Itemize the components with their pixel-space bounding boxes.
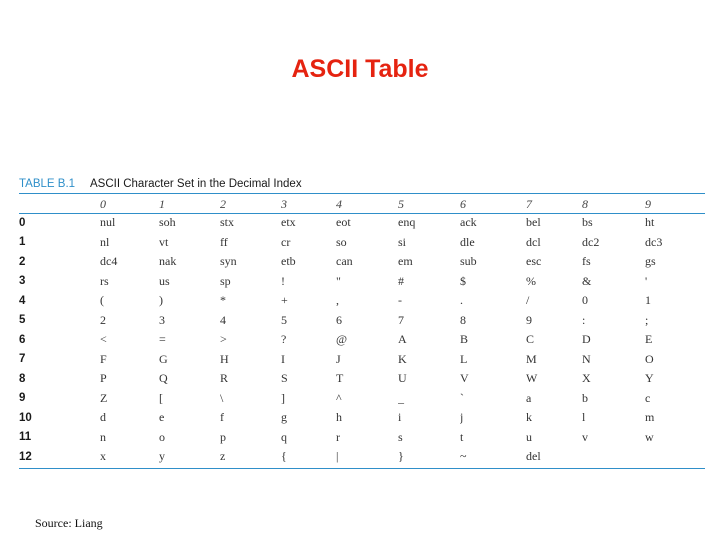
table-cell: % <box>526 273 536 288</box>
row-index: 6 <box>19 333 26 346</box>
table-cell: c <box>645 390 651 405</box>
table-row <box>19 408 705 428</box>
row-index: 4 <box>19 294 26 307</box>
table-cell: ff <box>220 234 228 249</box>
table-cell: _ <box>398 390 404 405</box>
table-row <box>19 291 705 311</box>
table-cell: Y <box>645 371 654 386</box>
table-cell: o <box>159 429 165 444</box>
table-cell: cr <box>281 234 291 249</box>
table-cell: - <box>398 293 402 308</box>
table-cell: { <box>281 449 287 464</box>
column-header-7: 7 <box>526 196 532 211</box>
row-index: 11 <box>19 431 32 444</box>
table-cell: can <box>336 254 353 269</box>
table-cell: 4 <box>220 312 226 327</box>
table-cell: X <box>582 371 591 386</box>
table-cell: rs <box>100 273 109 288</box>
table-cell: E <box>645 332 653 347</box>
table-cell: gs <box>645 254 656 269</box>
table-cell: Z <box>100 390 108 405</box>
table-cell: 1 <box>645 293 651 308</box>
table-cell: " <box>336 273 341 288</box>
row-index: 3 <box>19 275 26 288</box>
table-cell: 0 <box>582 293 588 308</box>
column-header-9: 9 <box>645 196 651 211</box>
table-cell: vt <box>159 234 169 249</box>
table-row <box>19 311 705 331</box>
table-cell: ( <box>100 293 104 308</box>
row-index: 7 <box>19 353 26 366</box>
table-cell: ack <box>460 215 477 230</box>
table-cell: $ <box>460 273 466 288</box>
table-cell: J <box>336 351 341 366</box>
table-cell: & <box>582 273 592 288</box>
table-cell: m <box>645 410 655 425</box>
table-cell: a <box>526 390 532 405</box>
table-cell: D <box>582 332 591 347</box>
table-cell: I <box>281 351 285 366</box>
table-cell: V <box>460 371 469 386</box>
table-cell: bel <box>526 215 541 230</box>
table-cell: P <box>100 371 107 386</box>
table-cell: dcl <box>526 234 541 249</box>
table-caption <box>19 177 705 193</box>
table-header-row <box>19 195 705 213</box>
row-index: 8 <box>19 372 26 385</box>
table-cell: so <box>336 234 347 249</box>
row-index: 10 <box>19 411 32 424</box>
table-cell: ! <box>281 273 285 288</box>
table-cell: t <box>460 429 464 444</box>
table-cell: @ <box>336 332 348 347</box>
table-cell: 5 <box>281 312 287 327</box>
table-cell: C <box>526 332 535 347</box>
table-cell: : <box>582 312 586 327</box>
table-cell: dc2 <box>582 234 600 249</box>
column-header-8: 8 <box>582 196 588 211</box>
table-cell: b <box>582 390 588 405</box>
table-cell: W <box>526 371 538 386</box>
table-cell: S <box>281 371 288 386</box>
table-cell: y <box>159 449 165 464</box>
table-cell: L <box>460 351 468 366</box>
table-cell: dc4 <box>100 254 118 269</box>
table-cell: nak <box>159 254 177 269</box>
table-cell: ` <box>460 390 464 405</box>
table-cell: N <box>582 351 591 366</box>
table-cell: 8 <box>460 312 466 327</box>
table-cell: | <box>336 449 339 464</box>
table-cell: i <box>398 410 402 425</box>
table-row <box>19 447 705 467</box>
table-body <box>19 213 705 467</box>
table-cell: * <box>220 293 226 308</box>
table-cell: v <box>582 429 588 444</box>
row-index: 2 <box>19 255 26 268</box>
table-cell: R <box>220 371 229 386</box>
table-cell: enq <box>398 215 416 230</box>
table-cell: O <box>645 351 654 366</box>
table-cell: + <box>281 293 288 308</box>
table-cell: Q <box>159 371 168 386</box>
table-cell: etb <box>281 254 296 269</box>
row-index: 0 <box>19 216 26 229</box>
table-cell <box>645 447 705 467</box>
table-caption-title: ASCII Character Set in the Decimal Index <box>90 178 302 190</box>
table-cell: d <box>100 410 106 425</box>
table-cell: = <box>159 332 166 347</box>
table-cell: > <box>220 332 227 347</box>
table-bottom-rule <box>19 468 705 469</box>
table-cell: z <box>220 449 226 464</box>
table-cell: q <box>281 429 287 444</box>
table-cell: < <box>100 332 107 347</box>
table-cell: [ <box>159 390 163 405</box>
table-cell: r <box>336 429 340 444</box>
table-row <box>19 233 705 253</box>
table-cell: B <box>460 332 469 347</box>
table-top-rule <box>19 193 705 194</box>
table-cell: bs <box>582 215 593 230</box>
header-corner-cell <box>19 195 100 213</box>
table-cell: , <box>336 293 339 308</box>
table-cell: l <box>582 410 586 425</box>
table-row <box>19 252 705 272</box>
row-index: 12 <box>19 450 32 463</box>
table-cell: eot <box>336 215 351 230</box>
column-header-5: 5 <box>398 196 404 211</box>
table-caption-id: TABLE B.1 <box>19 178 76 190</box>
table-cell: fs <box>582 254 591 269</box>
table-cell: \ <box>220 390 224 405</box>
table-cell: K <box>398 351 407 366</box>
table-cell: syn <box>220 254 237 269</box>
table-cell: / <box>526 293 530 308</box>
table-cell: ~ <box>460 449 467 464</box>
table-cell: ht <box>645 215 655 230</box>
table-cell: } <box>398 449 404 464</box>
table-row <box>19 389 705 409</box>
column-header-4: 4 <box>336 196 342 211</box>
table-cell: 3 <box>159 312 165 327</box>
row-index: 9 <box>19 392 26 405</box>
table-cell: e <box>159 410 165 425</box>
table-cell: s <box>398 429 403 444</box>
table-cell: p <box>220 429 226 444</box>
source-note: Source: Liang <box>35 516 103 530</box>
table-cell: soh <box>159 215 176 230</box>
table-cell: dle <box>460 234 475 249</box>
column-header-6: 6 <box>460 196 466 211</box>
table-cell: stx <box>220 215 235 230</box>
table-cell: etx <box>281 215 296 230</box>
table-row <box>19 330 705 350</box>
table-cell: us <box>159 273 170 288</box>
table-cell: 6 <box>336 312 342 327</box>
table-cell: x <box>100 449 106 464</box>
table-cell: nul <box>100 215 116 230</box>
column-header-1: 1 <box>159 196 165 211</box>
table-cell: h <box>336 410 342 425</box>
table-cell: M <box>526 351 537 366</box>
column-header-2: 2 <box>220 196 226 211</box>
table-cell: ] <box>281 390 285 405</box>
column-header-3: 3 <box>281 196 287 211</box>
table-cell: em <box>398 254 413 269</box>
table-cell: del <box>526 449 541 464</box>
table-cell: 9 <box>526 312 532 327</box>
table-row <box>19 369 705 389</box>
table-cell: esc <box>526 254 542 269</box>
slide-title: ASCII Table <box>291 55 429 83</box>
column-header-0: 0 <box>100 196 106 211</box>
table-cell: u <box>526 429 532 444</box>
table-cell: F <box>100 351 107 366</box>
table-cell: H <box>220 351 229 366</box>
ascii-table <box>19 195 705 467</box>
table-cell: ? <box>281 332 287 347</box>
table-cell: U <box>398 371 407 386</box>
table-row <box>19 350 705 370</box>
table-cell: A <box>398 332 407 347</box>
table-cell: dc3 <box>645 234 663 249</box>
table-cell <box>582 447 645 467</box>
table-row <box>19 272 705 292</box>
table-cell: G <box>159 351 168 366</box>
table-cell: T <box>336 371 344 386</box>
table-row <box>19 213 705 233</box>
table-cell: . <box>460 293 463 308</box>
table-cell: n <box>100 429 106 444</box>
table-cell: ' <box>645 273 648 288</box>
table-cell: 2 <box>100 312 106 327</box>
table-cell: w <box>645 429 654 444</box>
table-cell: nl <box>100 234 110 249</box>
table-cell: k <box>526 410 532 425</box>
row-index: 1 <box>19 236 26 249</box>
table-row <box>19 428 705 448</box>
table-cell: j <box>460 410 464 425</box>
table-cell: ) <box>159 293 163 308</box>
table-cell: 7 <box>398 312 404 327</box>
table-cell: g <box>281 410 287 425</box>
table-cell: ^ <box>336 390 342 405</box>
table-cell: sp <box>220 273 231 288</box>
table-cell: ; <box>645 312 649 327</box>
table-cell: sub <box>460 254 477 269</box>
table-cell: f <box>220 410 224 425</box>
table-cell: si <box>398 234 407 249</box>
table-cell: # <box>398 273 404 288</box>
row-index: 5 <box>19 314 26 327</box>
